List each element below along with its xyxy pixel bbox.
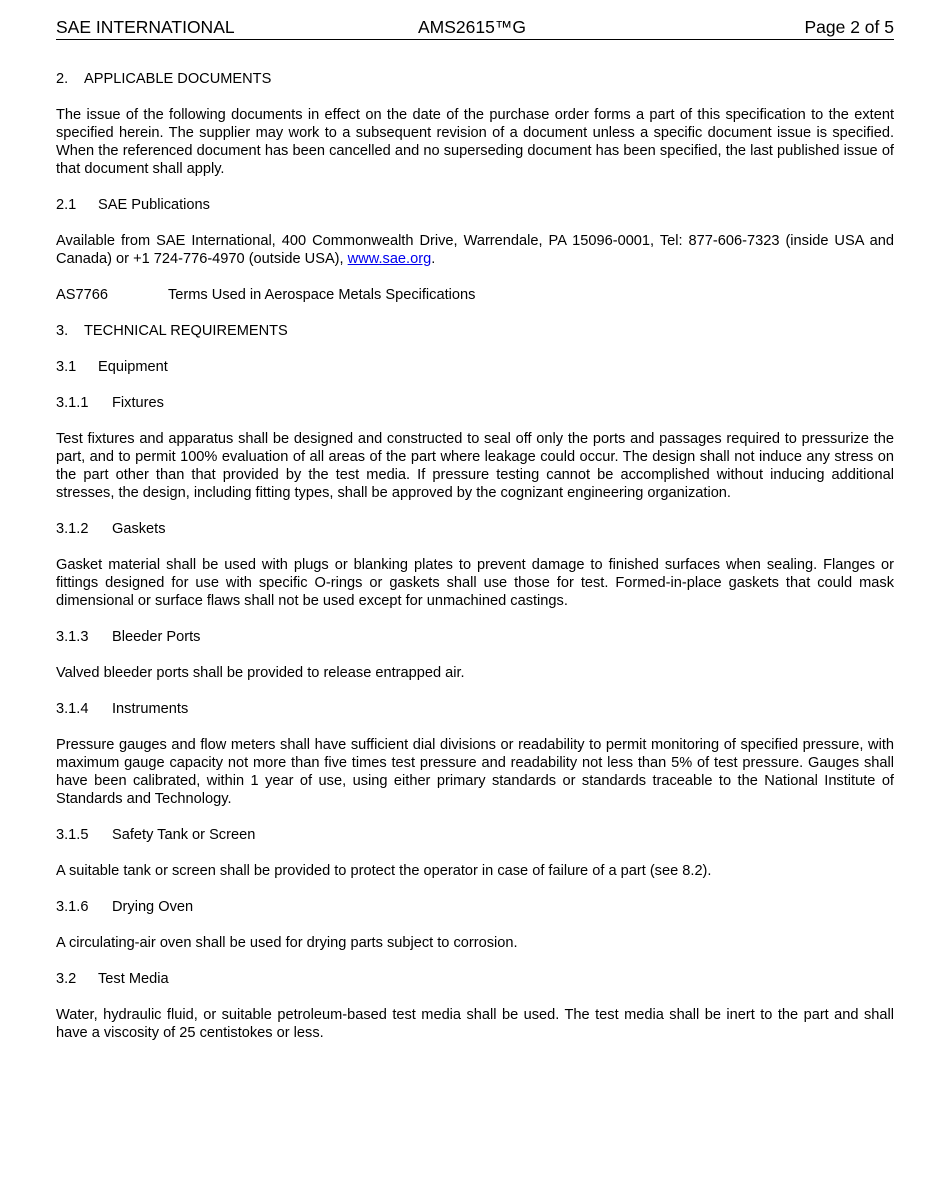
reference-code: AS7766	[56, 287, 108, 303]
section-title: Test Media	[98, 971, 169, 987]
section-heading-3-1-3	[56, 628, 894, 646]
sae-website-link[interactable]: www.sae.org	[347, 251, 432, 267]
section-number: 3.1.2	[56, 521, 89, 537]
section-3-1-5-paragraph: A suitable tank or screen shall be provided to protect the operator in case of failure of a part (see 8.2).	[56, 863, 712, 879]
section-heading-3-1-6	[56, 898, 894, 916]
section-number: 3.1	[56, 359, 77, 375]
section-2-1-paragraph	[56, 232, 894, 268]
section-title: Equipment	[98, 359, 168, 375]
section-number: 3.1.4	[56, 701, 89, 717]
section-title: Gaskets	[112, 521, 166, 537]
section-heading-3-1-2	[56, 520, 894, 538]
section-3-1-3-paragraph: Valved bleeder ports shall be provided to release entrapped air.	[56, 665, 465, 681]
header-organization: SAE INTERNATIONAL	[56, 17, 235, 37]
section-title: APPLICABLE DOCUMENTS	[84, 71, 272, 87]
section-title: Bleeder Ports	[112, 629, 201, 645]
header-document-number: AMS2615™G	[418, 17, 526, 37]
section-number: 3.2	[56, 971, 77, 987]
section-3-2-paragraph: Water, hydraulic fluid, or suitable petroleum-based test media shall be used. The test media shall be inert to the part and shall have a viscosity of 25 centistokes or less.	[56, 1007, 894, 1041]
section-heading-3	[56, 322, 894, 340]
document-body	[56, 70, 894, 1060]
section-number: 2.	[56, 71, 69, 87]
section-title: TECHNICAL REQUIREMENTS	[84, 323, 288, 339]
section-heading-2	[56, 70, 894, 88]
section-title: Instruments	[112, 701, 189, 717]
availability-text: Available from SAE International, 400 Commonwealth Drive, Warrendale, PA 15096-0001, Tel: 877-606-7323 (inside USA and Canada) or +1 724-776-4970 (outside USA),	[56, 233, 894, 267]
section-number: 3.1.6	[56, 899, 89, 915]
section-number: 3.	[56, 323, 69, 339]
section-number: 3.1.5	[56, 827, 89, 843]
page-header	[56, 17, 894, 40]
section-heading-2-1	[56, 196, 894, 214]
reference-title: Terms Used in Aerospace Metals Specifications	[168, 287, 476, 303]
section-number: 2.1	[56, 197, 77, 213]
header-page-number: Page 2 of 5	[804, 17, 894, 37]
section-heading-3-2	[56, 970, 894, 988]
section-number: 3.1.3	[56, 629, 89, 645]
section-number: 3.1.1	[56, 395, 89, 411]
section-title: SAE Publications	[98, 197, 210, 213]
section-3-1-6-paragraph: A circulating-air oven shall be used for drying parts subject to corrosion.	[56, 935, 518, 951]
section-title: Safety Tank or Screen	[112, 827, 256, 843]
section-3-1-1-paragraph: Test fixtures and apparatus shall be designed and constructed to seal off only the ports and passages required to pressurize the part, and to permit 100% evaluation of all areas of the part where leakage could occur. The design shall not induce any stress on the part other than that provided by the test media. If pressure testing cannot be accomplished without inducing additional stresses, the design, including fitting types, shall be approved by the cognizant engineering organization.	[56, 431, 894, 501]
section-2-paragraph: The issue of the following documents in effect on the date of the purchase order forms a part of this specification to the extent specified herein. The supplier may work to a subsequent revision of a document unless a specific document issue is specified. When the referenced document has been cancelled and no superseding document has been specified, the last published issue of that document shall apply.	[56, 107, 894, 177]
section-heading-3-1	[56, 358, 894, 376]
reference-entry-as7766	[56, 286, 894, 304]
section-3-1-2-paragraph: Gasket material shall be used with plugs or blanking plates to prevent damage to finished surfaces when sealing. Flanges or fittings designed for use with specific O-rings or gaskets shall use those for test. Formed-in-place gaskets that could mask dimensional or surface flaws shall not be used except for unmachined castings.	[56, 557, 894, 609]
section-3-1-4-paragraph: Pressure gauges and flow meters shall have sufficient dial divisions or readability to permit monitoring of specified pressure, with maximum gauge capacity not more than five times test pressure and readability not less than 5% of test pressure. Gauges shall have been calibrated, within 1 year of use, using either primary standards or standards traceable to the National Institute of Standards and Technology.	[56, 737, 894, 807]
section-heading-3-1-5	[56, 826, 894, 844]
availability-text-end: .	[431, 251, 436, 267]
section-heading-3-1-1	[56, 394, 894, 412]
section-title: Drying Oven	[112, 899, 194, 915]
section-title: Fixtures	[112, 395, 164, 411]
section-heading-3-1-4	[56, 700, 894, 718]
